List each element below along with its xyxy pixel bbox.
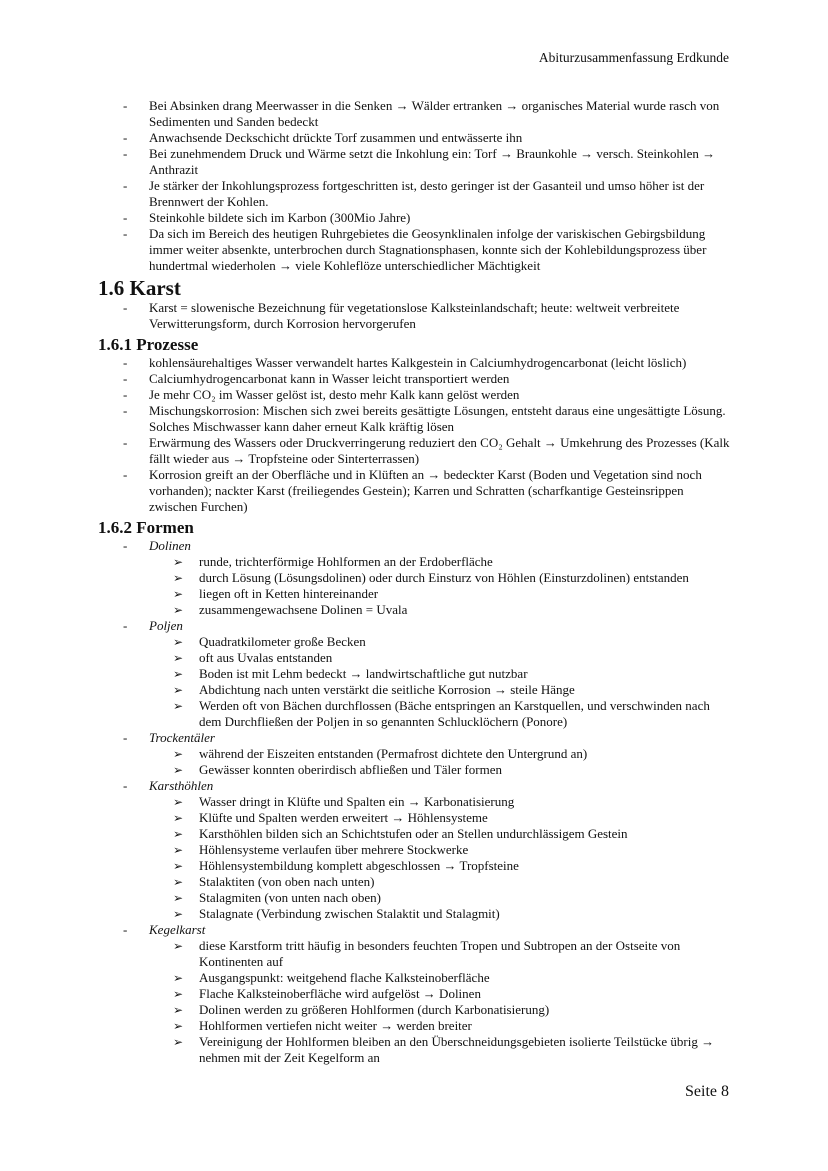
sub-list-item <box>98 602 730 618</box>
formen-list <box>98 538 730 1066</box>
sub-list-item-text: Klüfte und Spalten werden erweitert → Höhlensysteme <box>199 810 488 825</box>
arrowhead-bullet-icon: ➢ <box>173 795 184 809</box>
sub-list-item <box>98 938 730 970</box>
sub-list-item-text: oft aus Uvalas entstanden <box>199 650 333 665</box>
list-item <box>98 435 730 467</box>
list-item-text: Da sich im Bereich des heutigen Ruhrgebietes die Geosynklinalen infolge der variskischen Gebirgsbildung immer weiter absenkte, unterbrochen durch Stagnationsphasen, konnte sich der Kohlebildungsprozess über hundertmal wiederholen → viele Kohleflöze unterschiedlicher Mächtigkeit <box>149 226 707 273</box>
sub-list-item <box>98 986 730 1002</box>
dash-bullet: - <box>123 178 128 193</box>
dash-bullet: - <box>123 210 128 225</box>
form-term: Poljen <box>149 618 183 633</box>
sub-list-item <box>98 842 730 858</box>
prozesse-list <box>98 355 730 515</box>
list-item-text: Anwachsende Deckschicht drückte Torf zusammen und entwässerte ihn <box>149 130 523 145</box>
sub-list-item <box>98 826 730 842</box>
dash-bullet: - <box>123 146 128 161</box>
arrowhead-bullet-icon: ➢ <box>173 907 184 921</box>
page-content <box>98 98 730 1066</box>
sub-list-item-text: Werden oft von Bächen durchflossen (Bäche entspringen an Karstquellen, und verschwinden nach dem Durchfließen der Poljen in so genannten Schlucklöchern (Ponore) <box>199 698 710 729</box>
form-term: Karsthöhlen <box>149 778 214 793</box>
form-sublist <box>98 554 730 618</box>
form-group <box>98 538 730 554</box>
arrowhead-bullet-icon: ➢ <box>173 1019 184 1033</box>
arrowhead-bullet-icon: ➢ <box>173 763 184 777</box>
sub-list-item <box>98 1002 730 1018</box>
sub-list-item-text: Stalaktiten (von oben nach unten) <box>199 874 375 889</box>
arrowhead-bullet-icon: ➢ <box>173 603 184 617</box>
list-item <box>98 355 730 371</box>
form-term: Dolinen <box>149 538 191 553</box>
list-item-text: Erwärmung des Wassers oder Druckverringerung reduziert den CO₂ Gehalt → Umkehrung des Prozesses (Kalk fällt wieder aus → Tropfsteine oder Sinterterrassen) <box>149 435 730 466</box>
arrowhead-bullet-icon: ➢ <box>173 683 184 697</box>
dash-bullet: - <box>123 300 128 315</box>
list-item-text: Je mehr CO₂ im Wasser gelöst ist, desto mehr Kalk kann gelöst werden <box>149 387 520 402</box>
sub-list-item-text: Wasser dringt in Klüfte und Spalten ein → Karbonatisierung <box>199 794 515 809</box>
list-item <box>98 210 730 226</box>
arrowhead-bullet-icon: ➢ <box>173 939 184 953</box>
dash-bullet: - <box>123 355 128 370</box>
sub-list-item-text: Stalagnate (Verbindung zwischen Stalaktit und Stalagmit) <box>199 906 500 921</box>
sub-list-item-text: Ausgangspunkt: weitgehend flache Kalksteinoberfläche <box>199 970 490 985</box>
list-item <box>98 403 730 435</box>
list-item-text: kohlensäurehaltiges Wasser verwandelt hartes Kalkgestein in Calciumhydrogencarbonat (leicht löslich) <box>149 355 687 370</box>
dash-bullet: - <box>123 371 128 386</box>
list-item-text: Steinkohle bildete sich im Karbon (300Mio Jahre) <box>149 210 411 225</box>
arrowhead-bullet-icon: ➢ <box>173 1035 184 1049</box>
sub-list-item <box>98 1018 730 1034</box>
sub-list-item-text: zusammengewachsene Dolinen = Uvala <box>199 602 408 617</box>
karst-list <box>98 300 730 332</box>
sub-list-item <box>98 554 730 570</box>
list-item <box>98 467 730 515</box>
arrowhead-bullet-icon: ➢ <box>173 971 184 985</box>
dash-bullet: - <box>123 226 128 241</box>
intro-list <box>98 98 730 274</box>
dash-bullet: - <box>123 130 128 145</box>
sub-list-item <box>98 874 730 890</box>
arrowhead-bullet-icon: ➢ <box>173 1003 184 1017</box>
sub-list-item-text: Flache Kalksteinoberfläche wird aufgelöst → Dolinen <box>199 986 481 1001</box>
arrowhead-bullet-icon: ➢ <box>173 891 184 905</box>
list-item <box>98 130 730 146</box>
list-item-text: Mischungskorrosion: Mischen sich zwei bereits gesättigte Lösungen, entsteht daraus eine ungesättigte Lösung. Solches Mischwasser kann daher erneut Kalk kräftig lösen <box>149 403 726 434</box>
sub-list-item <box>98 762 730 778</box>
arrowhead-bullet-icon: ➢ <box>173 571 184 585</box>
form-group <box>98 618 730 634</box>
form-group <box>98 730 730 746</box>
sub-list-item-text: Gewässer konnten oberirdisch abfließen und Täler formen <box>199 762 502 777</box>
section-heading-formen: 1.6.2 Formen <box>98 518 194 537</box>
sub-list-item-text: Abdichtung nach unten verstärkt die seitliche Korrosion → steile Hänge <box>199 682 575 697</box>
dash-bullet: - <box>123 618 128 633</box>
list-item <box>98 371 730 387</box>
sub-list-item <box>98 890 730 906</box>
list-item <box>98 98 730 130</box>
sub-list-item <box>98 906 730 922</box>
list-item <box>98 146 730 178</box>
page-header: Abiturzusammenfassung Erdkunde <box>538 50 729 65</box>
arrowhead-bullet-icon: ➢ <box>173 747 184 761</box>
sub-list-item-text: Hohlformen vertiefen nicht weiter → werden breiter <box>199 1018 472 1033</box>
list-item <box>98 387 730 403</box>
sub-list-item-text: durch Lösung (Lösungsdolinen) oder durch Einsturz von Höhlen (Einsturzdolinen) entstanden <box>199 570 689 585</box>
form-sublist <box>98 794 730 922</box>
sub-list-item-text: runde, trichterförmige Hohlformen an der Erdoberfläche <box>199 554 493 569</box>
sub-list-item <box>98 698 730 730</box>
form-term: Kegelkarst <box>149 922 206 937</box>
dash-bullet: - <box>123 538 128 553</box>
arrowhead-bullet-icon: ➢ <box>173 811 184 825</box>
arrowhead-bullet-icon: ➢ <box>173 859 184 873</box>
dash-bullet: - <box>123 98 128 113</box>
list-item-text: Bei zunehmendem Druck und Wärme setzt die Inkohlung ein: Torf → Braunkohle → versch. Steinkohlen → Anthrazit <box>149 146 716 177</box>
dash-bullet: - <box>123 387 128 402</box>
sub-list-item <box>98 634 730 650</box>
list-item-text: Bei Absinken drang Meerwasser in die Senken → Wälder ertranken → organisches Material wurde rasch von Sedimenten und Sanden bedeckt <box>149 98 720 129</box>
form-sublist <box>98 746 730 778</box>
sub-list-item <box>98 570 730 586</box>
arrowhead-bullet-icon: ➢ <box>173 827 184 841</box>
sub-list-item-text: liegen oft in Ketten hintereinander <box>199 586 379 601</box>
arrowhead-bullet-icon: ➢ <box>173 875 184 889</box>
dash-bullet: - <box>123 467 128 482</box>
list-item-text: Je stärker der Inkohlungsprozess fortgeschritten ist, desto geringer ist der Gasanteil und umso höher ist der Brennwert der Kohlen. <box>149 178 705 209</box>
form-sublist <box>98 938 730 1066</box>
arrowhead-bullet-icon: ➢ <box>173 987 184 1001</box>
dash-bullet: - <box>123 403 128 418</box>
form-group <box>98 778 730 794</box>
sub-list-item-text: diese Karstform tritt häufig in besonders feuchten Tropen und Subtropen an der Ostseite von Kontinenten auf <box>199 938 681 969</box>
sub-list-item-text: Quadratkilometer große Becken <box>199 634 366 649</box>
sub-list-item <box>98 682 730 698</box>
arrowhead-bullet-icon: ➢ <box>173 555 184 569</box>
sub-list-item-text: Höhlensystembildung komplett abgeschlossen → Tropfsteine <box>199 858 519 873</box>
list-item <box>98 226 730 274</box>
sub-list-item <box>98 810 730 826</box>
sub-list-item-text: Karsthöhlen bilden sich an Schichtstufen oder an Stellen undurchlässigem Gestein <box>199 826 628 841</box>
sub-list-item <box>98 586 730 602</box>
sub-list-item-text: während der Eiszeiten entstanden (Permafrost dichtete den Untergrund an) <box>199 746 588 761</box>
sub-list-item <box>98 650 730 666</box>
sub-list-item <box>98 858 730 874</box>
list-item-text: Korrosion greift an der Oberfläche und in Klüften an → bedeckter Karst (Boden und Vegetation sind noch vorhanden); nackter Karst (freiliegendes Gestein); Karren und Schratten (scharfkantige Gesteinsrippen zwischen Furchen) <box>149 467 702 514</box>
form-sublist <box>98 634 730 730</box>
dash-bullet: - <box>123 435 128 450</box>
sub-list-item <box>98 666 730 682</box>
sub-list-item <box>98 970 730 986</box>
section-heading-prozesse: 1.6.1 Prozesse <box>98 335 199 354</box>
sub-list-item-text: Stalagmiten (von unten nach oben) <box>199 890 381 905</box>
arrowhead-bullet-icon: ➢ <box>173 699 184 713</box>
sub-list-item-text: Dolinen werden zu größeren Hohlformen (durch Karbonatisierung) <box>199 1002 550 1017</box>
sub-list-item-text: Boden ist mit Lehm bedeckt → landwirtschaftliche gut nutzbar <box>199 666 528 681</box>
dash-bullet: - <box>123 730 128 745</box>
list-item-text: Karst = slowenische Bezeichnung für vegetationslose Kalksteinlandschaft; heute: weltweit verbreitete Verwitterungsform, durch Korrosion hervorgerufen <box>149 300 680 331</box>
sub-list-item-text: Vereinigung der Hohlformen bleiben an den Überschneidungsgebieten isolierte Teilstücke übrig → nehmen mit der Zeit Kegelform an <box>199 1034 715 1065</box>
form-group <box>98 922 730 938</box>
sub-list-item <box>98 746 730 762</box>
page-number: Seite 8 <box>685 1083 729 1100</box>
list-item-text: Calciumhydrogencarbonat kann in Wasser leicht transportiert werden <box>149 371 510 386</box>
list-item <box>98 300 730 332</box>
arrowhead-bullet-icon: ➢ <box>173 843 184 857</box>
arrowhead-bullet-icon: ➢ <box>173 651 184 665</box>
sub-list-item <box>98 794 730 810</box>
sub-list-item-text: Höhlensysteme verlaufen über mehrere Stockwerke <box>199 842 469 857</box>
form-term: Trockentäler <box>149 730 215 745</box>
sub-list-item <box>98 1034 730 1066</box>
arrowhead-bullet-icon: ➢ <box>173 635 184 649</box>
dash-bullet: - <box>123 778 128 793</box>
arrowhead-bullet-icon: ➢ <box>173 587 184 601</box>
list-item <box>98 178 730 210</box>
dash-bullet: - <box>123 922 128 937</box>
arrowhead-bullet-icon: ➢ <box>173 667 184 681</box>
section-heading-karst: 1.6 Karst <box>98 276 181 300</box>
